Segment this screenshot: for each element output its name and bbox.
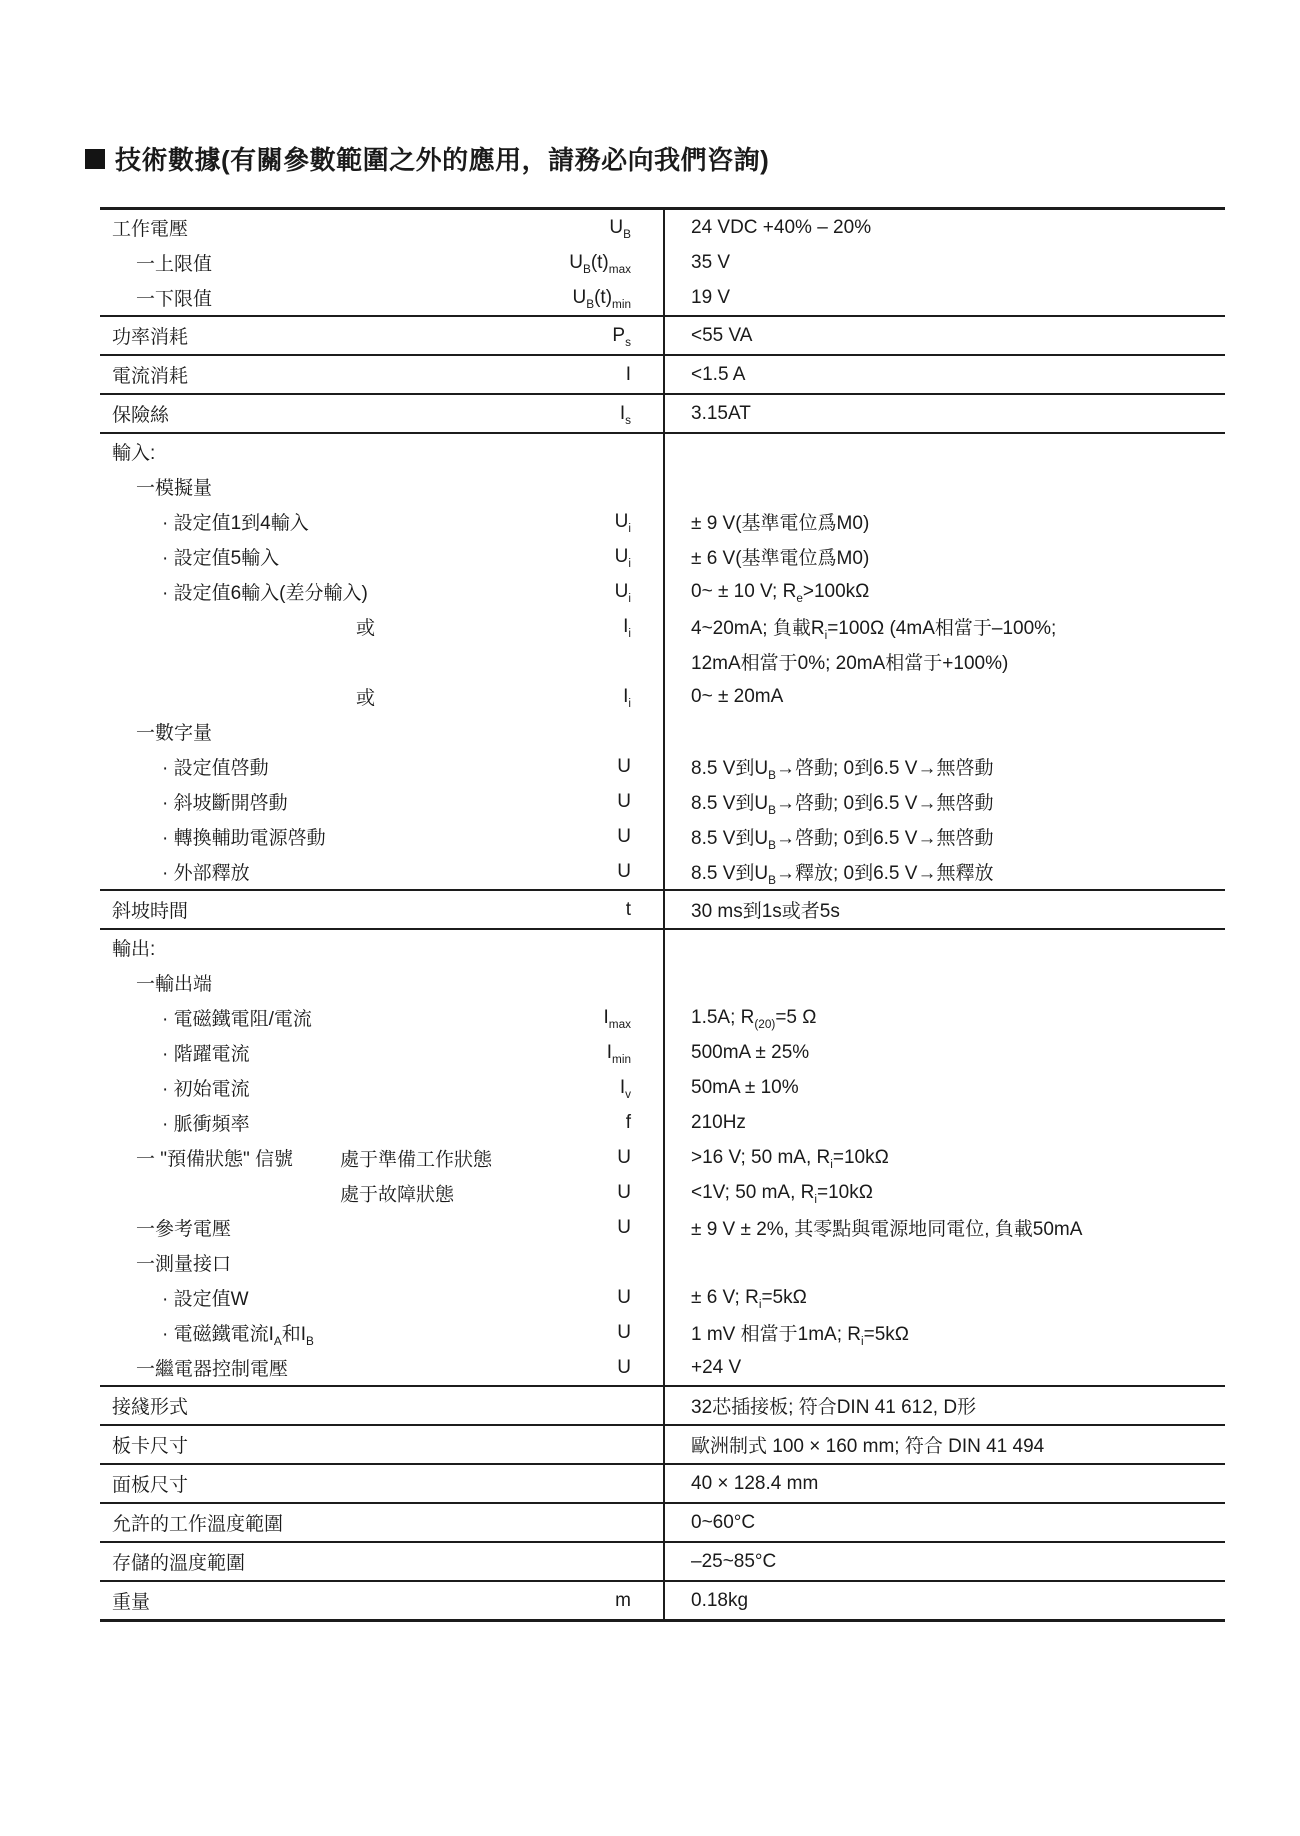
row-symbol: f xyxy=(625,1111,631,1133)
table-section xyxy=(100,1463,1225,1502)
parameter-cell xyxy=(100,434,663,469)
row-label: 保險絲 xyxy=(112,405,170,426)
value-cell xyxy=(663,434,1225,469)
parameter-cell xyxy=(100,965,663,1000)
value-cell xyxy=(663,245,1225,280)
column-divider xyxy=(663,210,665,1619)
row-value: 40 × 128.4 mm xyxy=(691,1472,819,1494)
row-label: 電流消耗 xyxy=(112,366,189,387)
table-section xyxy=(100,315,1225,354)
row-label: 一 "預備狀態" 信號 xyxy=(136,1149,294,1170)
value-cell xyxy=(663,609,1225,644)
table-section xyxy=(100,1385,1225,1424)
row-label: 一上限值 xyxy=(136,254,213,275)
table-row xyxy=(100,1035,1225,1070)
row-label: · 設定值W xyxy=(162,1289,249,1310)
parameter-cell xyxy=(100,1504,663,1541)
row-value: 8.5 V到$U_B\to$啓動; 0到6.5 V→無啓動 xyxy=(691,793,994,817)
parameter-cell xyxy=(100,469,663,504)
row-symbol: $U_B$ xyxy=(609,216,631,241)
row-value: 500mA ± 25% xyxy=(691,1041,810,1063)
value-cell xyxy=(663,280,1225,315)
parameter-cell xyxy=(100,1582,663,1619)
row-symbol: U xyxy=(617,790,631,812)
table-row xyxy=(100,1070,1225,1105)
table-row xyxy=(100,1350,1225,1385)
row-label: 輸出: xyxy=(112,939,156,960)
table-row xyxy=(100,1000,1225,1035)
row-label: · 脈衝頻率 xyxy=(162,1114,250,1135)
row-label: · 電磁鐵電流$I_A$和$I_B$ xyxy=(162,1324,314,1348)
value-cell xyxy=(663,469,1225,504)
parameter-cell xyxy=(100,1175,663,1210)
table-row xyxy=(100,469,1225,504)
row-label: 一參考電壓 xyxy=(136,1219,232,1240)
table-row xyxy=(100,1105,1225,1140)
value-cell xyxy=(663,356,1225,393)
row-label: 功率消耗 xyxy=(112,327,189,348)
row-label: 一輸出端 xyxy=(136,974,213,995)
row-symbol: U xyxy=(617,1356,631,1378)
row-label: · 初始電流 xyxy=(162,1079,250,1100)
row-label: · 轉換輔助電源啓動 xyxy=(162,828,326,849)
row-value: 1 mV 相當于1mA; $R_i=5k\Omega$ xyxy=(691,1324,909,1348)
table-row xyxy=(100,1140,1225,1175)
row-label: 或 xyxy=(356,618,376,639)
row-symbol: I xyxy=(625,363,631,385)
table-row xyxy=(100,434,1225,469)
parameter-cell xyxy=(100,210,663,245)
row-value: 8.5 V到$U_B\to$啓動; 0到6.5 V→無啓動 xyxy=(691,758,994,782)
table-row xyxy=(100,1582,1225,1619)
row-symbol: $U_i$ xyxy=(614,510,631,535)
row-label: 面板尺寸 xyxy=(112,1475,189,1496)
row-value: 0~ ± 10 V; $R_e>100k\Omega$ xyxy=(691,580,870,605)
table-row xyxy=(100,1175,1225,1210)
table-row xyxy=(100,504,1225,539)
table-row xyxy=(100,245,1225,280)
value-cell xyxy=(663,965,1225,1000)
row-label: · 設定值1到4輸入 xyxy=(162,513,309,534)
parameter-cell xyxy=(100,539,663,574)
value-cell xyxy=(663,784,1225,819)
row-symbol: m xyxy=(615,1589,631,1611)
parameter-cell xyxy=(100,749,663,784)
parameter-cell xyxy=(100,1000,663,1035)
row-symbol: $I_i$ xyxy=(623,615,631,640)
table-row xyxy=(100,1543,1225,1580)
row-label: 允許的工作溫度範圍 xyxy=(112,1514,284,1535)
value-cell xyxy=(663,1426,1225,1463)
page-title-text: 技術數據(有關參數範圍之外的應用，請務必向我們咨詢) xyxy=(115,145,770,175)
row-label: · 斜坡斷開啓動 xyxy=(162,793,288,814)
value-cell xyxy=(663,854,1225,889)
section-marker-icon xyxy=(85,149,105,169)
parameter-cell xyxy=(100,356,663,393)
table-section xyxy=(100,432,1225,889)
parameter-cell xyxy=(100,714,663,749)
row-label: 重量 xyxy=(112,1592,151,1613)
table-row xyxy=(100,1210,1225,1245)
row-value: 30 ms到1s或者5s xyxy=(691,901,840,922)
value-cell xyxy=(663,317,1225,354)
value-cell xyxy=(663,1582,1225,1619)
table-row xyxy=(100,819,1225,854)
parameter-cell xyxy=(100,574,663,609)
parameter-cell xyxy=(100,609,663,644)
row-label: · 設定值6輸入(差分輸入) xyxy=(162,583,368,604)
row-label: 或 xyxy=(356,688,376,709)
row-value: 0~60°C xyxy=(691,1511,756,1533)
table-section xyxy=(100,354,1225,393)
row-value: ± 6 V; $R_i=5k\Omega$ xyxy=(691,1286,807,1311)
parameter-cell xyxy=(100,784,663,819)
table-row xyxy=(100,210,1225,245)
row-value: 24 VDC +40% – 20% xyxy=(691,216,872,238)
table-section xyxy=(100,1502,1225,1541)
row-symbol: $P_s$ xyxy=(612,324,631,349)
row-symbol: U xyxy=(617,825,631,847)
page-title xyxy=(85,140,1225,177)
table-row xyxy=(100,539,1225,574)
row-label: 一測量接口 xyxy=(136,1254,232,1275)
value-cell xyxy=(663,679,1225,714)
row-value: >16 V; 50 mA, $R_i=10k\Omega$ xyxy=(691,1146,889,1171)
value-cell xyxy=(663,930,1225,965)
row-symbol: $U_i$ xyxy=(614,545,631,570)
parameter-cell xyxy=(100,504,663,539)
parameter-cell xyxy=(100,1140,663,1175)
parameter-cell xyxy=(100,245,663,280)
row-symbol: t xyxy=(625,898,631,920)
value-cell xyxy=(663,395,1225,432)
table-row xyxy=(100,1315,1225,1350)
value-cell xyxy=(663,1543,1225,1580)
row-sublabel: 處于準備工作狀態 xyxy=(340,1149,493,1170)
value-cell xyxy=(663,1105,1225,1140)
row-value: 3.15AT xyxy=(691,402,751,424)
row-symbol: $I_i$ xyxy=(623,685,631,710)
value-cell xyxy=(663,210,1225,245)
row-value: <1.5 A xyxy=(691,363,746,385)
table-section xyxy=(100,1580,1225,1619)
row-value: 4~20mA; 負載$R_i=100\Omega$ (4mA相當于–100%; xyxy=(691,618,1057,642)
table-row xyxy=(100,965,1225,1000)
value-cell xyxy=(663,1140,1225,1175)
row-value: 1.5A; $R_{(20)}=5$ Ω xyxy=(691,1006,817,1031)
parameter-cell xyxy=(100,317,663,354)
table-section xyxy=(100,928,1225,1385)
table-row xyxy=(100,854,1225,889)
table-row xyxy=(100,356,1225,393)
row-label: · 外部釋放 xyxy=(162,863,250,884)
value-cell xyxy=(663,891,1225,928)
value-cell xyxy=(663,1175,1225,1210)
parameter-cell xyxy=(100,1105,663,1140)
parameter-cell xyxy=(100,1387,663,1424)
row-value: 歐洲制式 100 × 160 mm; 符合 DIN 41 494 xyxy=(691,1436,1045,1457)
row-value: ± 9 V ± 2%, 其零點與電源地同電位, 負載50mA xyxy=(691,1219,1083,1240)
row-symbol: $I_{min}$ xyxy=(606,1041,631,1066)
parameter-cell xyxy=(100,1350,663,1385)
row-symbol: $U_i$ xyxy=(614,580,631,605)
row-value: <1V; 50 mA, $R_i=10k\Omega$ xyxy=(691,1181,873,1206)
parameter-cell xyxy=(100,1426,663,1463)
table-row xyxy=(100,1280,1225,1315)
row-label: 一繼電器控制電壓 xyxy=(136,1359,289,1380)
table-row xyxy=(100,644,1225,679)
value-cell xyxy=(663,1035,1225,1070)
technical-data-table xyxy=(100,207,1225,1622)
parameter-cell xyxy=(100,1210,663,1245)
table-row xyxy=(100,1245,1225,1280)
row-label: 板卡尺寸 xyxy=(112,1436,189,1457)
row-label: · 階躍電流 xyxy=(162,1044,250,1065)
table-row xyxy=(100,317,1225,354)
row-label: 輸入: xyxy=(112,443,156,464)
row-symbol: U xyxy=(617,1321,631,1343)
row-symbol: U xyxy=(617,1216,631,1238)
row-value: –25~85°C xyxy=(691,1550,777,1572)
parameter-cell xyxy=(100,1465,663,1502)
row-value: 8.5 V到$U_B\to$啓動; 0到6.5 V→無啓動 xyxy=(691,828,994,852)
row-value: ± 9 V(基準電位爲M0) xyxy=(691,513,870,534)
parameter-cell xyxy=(100,930,663,965)
row-symbol: $I_{max}$ xyxy=(603,1006,631,1031)
row-symbol: U xyxy=(617,1146,631,1168)
table-section xyxy=(100,393,1225,432)
row-sublabel: 處于故障狀態 xyxy=(340,1184,455,1205)
row-label: 一模擬量 xyxy=(136,478,213,499)
row-value: 0~ ± 20mA xyxy=(691,685,784,707)
row-label: 一數字量 xyxy=(136,723,213,744)
row-value: 210Hz xyxy=(691,1111,746,1133)
parameter-cell xyxy=(100,679,663,714)
row-value: 8.5 V到$U_B\to$釋放; 0到6.5 V→無釋放 xyxy=(691,863,994,887)
parameter-cell xyxy=(100,395,663,432)
value-cell xyxy=(663,749,1225,784)
value-cell xyxy=(663,1387,1225,1424)
row-symbol: U xyxy=(617,1286,631,1308)
row-label: 斜坡時間 xyxy=(112,901,189,922)
row-value: 50mA ± 10% xyxy=(691,1076,799,1098)
value-cell xyxy=(663,644,1225,679)
row-symbol: $I_v$ xyxy=(619,1076,631,1101)
table-section xyxy=(100,1541,1225,1580)
row-symbol: U xyxy=(617,860,631,882)
table-row xyxy=(100,784,1225,819)
table-row xyxy=(100,930,1225,965)
table-row xyxy=(100,1426,1225,1463)
table-row xyxy=(100,609,1225,644)
parameter-cell xyxy=(100,1280,663,1315)
parameter-cell xyxy=(100,854,663,889)
row-symbol: $I_s$ xyxy=(619,402,631,427)
row-label: 接綫形式 xyxy=(112,1397,189,1418)
table-row xyxy=(100,749,1225,784)
value-cell xyxy=(663,1465,1225,1502)
table-section xyxy=(100,1424,1225,1463)
table-row xyxy=(100,891,1225,928)
row-label: 一下限值 xyxy=(136,289,213,310)
row-value: 19 V xyxy=(691,286,731,308)
value-cell xyxy=(663,1000,1225,1035)
table-section xyxy=(100,210,1225,315)
table-row xyxy=(100,1504,1225,1541)
row-label: · 設定值啓動 xyxy=(162,758,269,779)
table-row xyxy=(100,280,1225,315)
value-cell xyxy=(663,714,1225,749)
parameter-cell xyxy=(100,1035,663,1070)
value-cell xyxy=(663,574,1225,609)
row-value: <55 VA xyxy=(691,324,753,346)
value-cell xyxy=(663,819,1225,854)
table-row xyxy=(100,679,1225,714)
row-label: 存儲的溫度範圍 xyxy=(112,1553,246,1574)
parameter-cell xyxy=(100,819,663,854)
parameter-cell xyxy=(100,1315,663,1350)
parameter-cell xyxy=(100,280,663,315)
parameter-cell xyxy=(100,644,663,679)
parameter-cell xyxy=(100,891,663,928)
row-value: 32芯插接板; 符合DIN 41 612, D形 xyxy=(691,1397,977,1418)
row-value: ± 6 V(基準電位爲M0) xyxy=(691,548,870,569)
value-cell xyxy=(663,539,1225,574)
value-cell xyxy=(663,1245,1225,1280)
row-value: +24 V xyxy=(691,1356,742,1378)
table-row xyxy=(100,714,1225,749)
parameter-cell xyxy=(100,1070,663,1105)
value-cell xyxy=(663,1070,1225,1105)
table-row xyxy=(100,395,1225,432)
row-symbol: $U_B(t)_{min}$ xyxy=(572,286,631,311)
parameter-cell xyxy=(100,1245,663,1280)
row-label: · 設定值5輸入 xyxy=(162,548,280,569)
table-section xyxy=(100,889,1225,928)
value-cell xyxy=(663,1504,1225,1541)
value-cell xyxy=(663,1210,1225,1245)
table-row xyxy=(100,1465,1225,1502)
row-label: 工作電壓 xyxy=(112,219,189,240)
row-label: · 電磁鐵電阻/電流 xyxy=(162,1009,312,1030)
row-value: 35 V xyxy=(691,251,731,273)
value-cell xyxy=(663,1350,1225,1385)
parameter-cell xyxy=(100,1543,663,1580)
row-symbol: U xyxy=(617,1181,631,1203)
row-symbol: $U_B(t)_{max}$ xyxy=(569,251,631,276)
row-value: 12mA相當于0%; 20mA相當于+100%) xyxy=(691,653,1009,674)
value-cell xyxy=(663,1280,1225,1315)
table-row xyxy=(100,1387,1225,1424)
value-cell xyxy=(663,1315,1225,1350)
table-row xyxy=(100,574,1225,609)
row-symbol: U xyxy=(617,755,631,777)
row-value: 0.18kg xyxy=(691,1589,749,1611)
value-cell xyxy=(663,504,1225,539)
